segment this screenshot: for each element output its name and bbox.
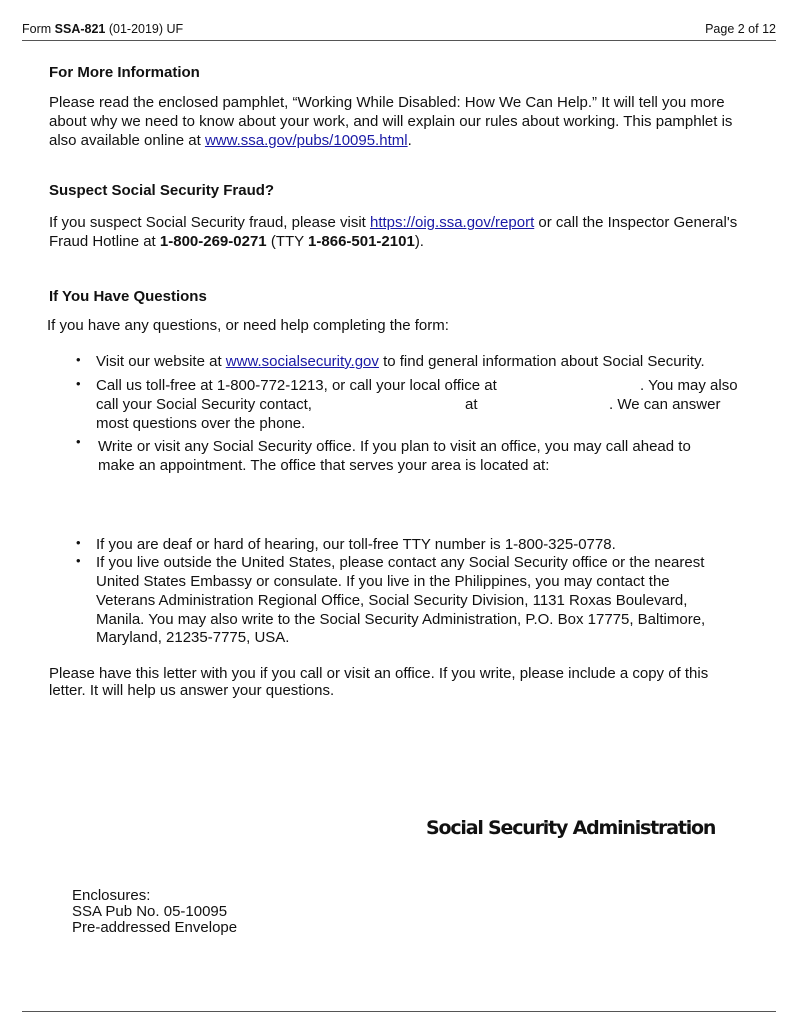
- page-number: Page 2 of 12: [705, 22, 776, 36]
- bullet-icon: •: [76, 352, 81, 367]
- bullet-icon: •: [76, 434, 81, 449]
- fraud-heading: Suspect Social Security Fraud?: [49, 182, 275, 199]
- socialsecurity-link[interactable]: www.socialsecurity.gov: [225, 353, 379, 370]
- call-bullet-line3: most questions over the phone.: [96, 415, 306, 432]
- visit-bullet-line2: make an appointment. The office that serves your area is located at:: [98, 457, 550, 474]
- fraud-hotline-number: 1-800-269-0271: [159, 233, 267, 250]
- outside-us-line: United States Embassy or consulate. If you live in the Philippines, you may contact the: [96, 573, 670, 590]
- more-info-paragraph: Please read the enclosed pamphlet, “Working While Disabled: How We Can Help.” It will tell you more about why we need to know about your work, and will explain our rules about working. This pamphlet is also available online at www.ssa.gov/pubs/10095.html.: [49, 94, 733, 149]
- closing-line1: Please have this letter with you if you call or visit an office. If you write, please include a copy of this: [49, 665, 709, 682]
- more-info-heading: For More Information: [49, 64, 200, 81]
- outside-us-line: Veterans Administration Regional Office, Social Security Division, 1131 Roxas Boulevard,: [96, 592, 688, 609]
- call-bullet-line2: call your Social Security contact,: [96, 396, 312, 413]
- fraud-tty-number: 1-866-501-2101: [308, 233, 415, 250]
- website-bullet: Visit our website at www.socialsecurity.gov to find general information about Social Security.: [96, 353, 705, 370]
- visit-bullet-line1: Write or visit any Social Security office. If you plan to visit an office, you may call ahead to: [98, 438, 691, 455]
- closing-line2: letter. It will help us answer your questions.: [49, 682, 335, 699]
- tty-bullet: If you are deaf or hard of hearing, our toll-free TTY number is 1-800-325-0778.: [96, 536, 616, 553]
- enclosures-label: Enclosures:: [72, 887, 151, 904]
- bullet-icon: •: [76, 535, 81, 550]
- footer-divider: [22, 1011, 776, 1012]
- call-bullet-line2-end: . We can answer: [609, 396, 721, 413]
- call-bullet-line2-at: at: [465, 396, 478, 413]
- page-header: [22, 22, 776, 41]
- outside-us-line: If you live outside the United States, please contact any Social Security office or the nearest: [96, 554, 705, 571]
- call-bullet-line1: Call us toll-free at 1-800-772-1213, or call your local office at: [96, 377, 497, 394]
- questions-intro: If you have any questions, or need help completing the form:: [47, 317, 449, 334]
- pamphlet-link[interactable]: www.ssa.gov/pubs/10095.html: [204, 132, 408, 149]
- call-bullet-line1-end: . You may also: [640, 377, 738, 394]
- fraud-paragraph: If you suspect Social Security fraud, please visit https://oig.ssa.gov/report or call the Inspector General's Fraud Hotline at 1-800-269-0271 (TTY 1-866-501-2101).: [49, 214, 738, 250]
- enclosure-item: SSA Pub No. 05-10095: [72, 903, 228, 920]
- enclosure-item: Pre-addressed Envelope: [72, 919, 238, 936]
- oig-report-link[interactable]: https://oig.ssa.gov/report: [369, 214, 535, 231]
- form-number: SSA-821: [54, 22, 106, 36]
- outside-us-line: Manila. You may also write to the Social Security Administration, P.O. Box 17775, Baltimore,: [96, 611, 706, 628]
- questions-heading: If You Have Questions: [49, 288, 207, 305]
- signature: Social Security Administration: [426, 817, 716, 839]
- outside-us-line: Maryland, 21235-7775, USA.: [96, 629, 290, 646]
- bullet-icon: •: [76, 553, 81, 568]
- bullet-icon: •: [76, 376, 81, 391]
- form-id: Form SSA-821 (01-2019) UF: [22, 22, 184, 36]
